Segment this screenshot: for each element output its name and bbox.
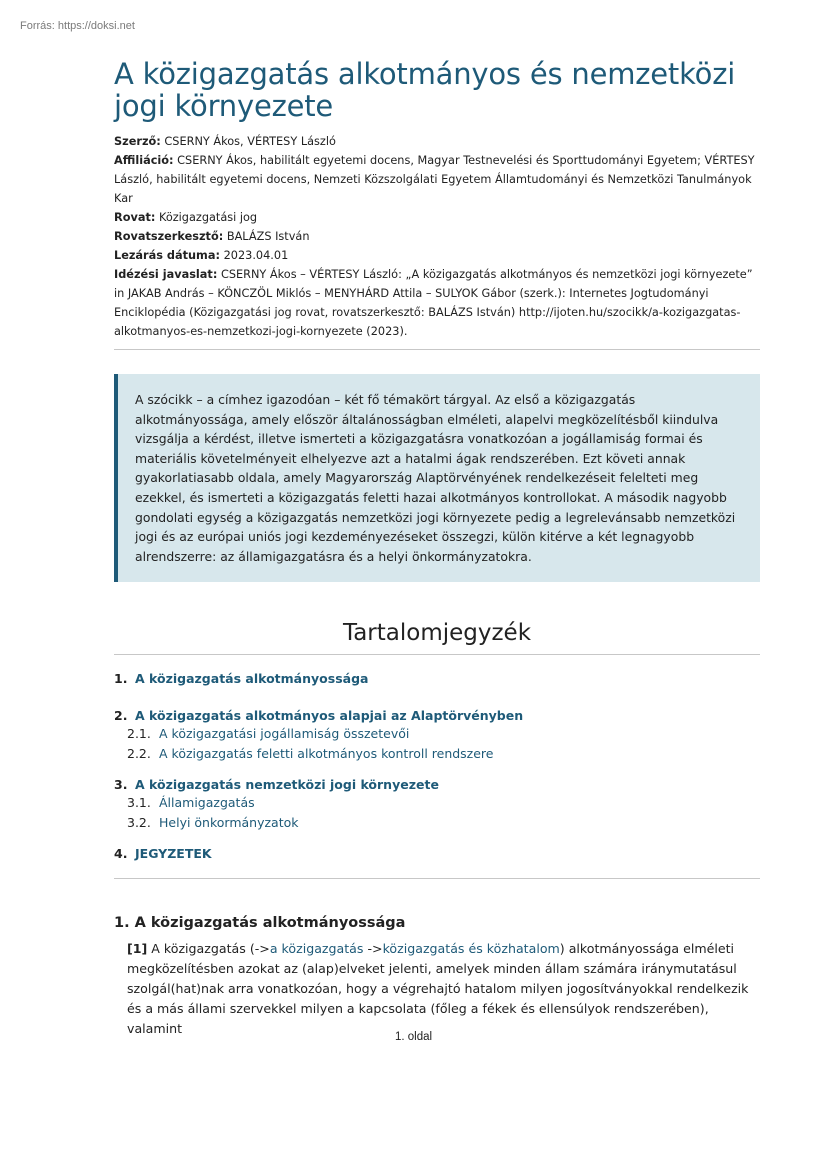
article-metadata: [114, 132, 760, 341]
toc-item-4[interactable]: 4. JEGYZETEK: [114, 846, 212, 862]
link-kozigazgatas-es-kozhatalom[interactable]: közigazgatás és közhatalom: [382, 941, 560, 957]
toc-title: Tartalomjegyzék: [342, 620, 532, 647]
toc-item-1[interactable]: 1. A közigazgatás alkotmányossága: [114, 671, 369, 687]
article-title: A közigazgatás alkotmányos és nemzetközi jogi környezete: [114, 57, 736, 123]
toc-item-2[interactable]: 2. A közigazgatás alkotmányos alapjai az Alaptörvényben: [114, 708, 524, 724]
meta-rovat: Rovat: Közigazgatási jog: [114, 211, 258, 224]
divider: [114, 878, 760, 879]
divider: [114, 349, 760, 350]
abstract-box: A szócikk – a címhez igazodóan – két fő témakört tárgyal. Az első a közigazgatás alkotmányossága, amely először általánosságban elméleti, alapelvi megközelítésből kiindulva vizsgálja a kérdést, illetve ismerteti a közigazgatásra vonatkozóan a jogállamiság formai és materiális követelményeit elhelyezve azt a hatalmi ágak rendszerében. Ezt követi annak gyakorlatiasabb oldala, amely Magyarország Alaptörvényének rendelkezéseit felelteti meg ezekkel, és ismerteti a közigazgatás feletti hazai alkotmányos kontrollokat. A második nagyobb gondolati egység a közigazgatás nemzetközi jogi környezete pedig a legrelevánsabb nemzetközi jogi és az európai uniós jogi kezdeményezéseket összegzi, külön kitérve a két legnagyobb alrendszerre: az államigazgatásra és a helyi önkormányzatokra.: [114, 374, 760, 582]
meta-affiliation: Affiliáció: CSERNY Ákos, habilitált egyetemi docens, Magyar Testnevelési és Sporttudományi Egyetem; VÉRTESY László, habilitált egyetemi docens, Nemzeti Közszolgálati Egyetem Államtudományi és Nemzetközi Tanulmányok Kar: [114, 154, 755, 205]
meta-citation: Idézési javaslat: CSERNY Ákos – VÉRTESY László: „A közigazgatás alkotmányos és nemzetközi jogi környezete” in JAKAB András – KÖNCZÖL Miklós – MENYHÁRD Attila – SULYOK Gábor (szerk.): Internetes Jogtudományi Enciklopédia (Közigazgatási jog rovat, rovatszerkesztő: BALÁZS István) http://ijoten.hu/szocikk/a-kozigazgatas-alkotmanyos-es-nemzetkozi-jogi-kornyezete (2023).: [114, 268, 753, 338]
section-heading: 1. A közigazgatás alkotmányossága: [114, 915, 406, 932]
meta-author: Szerző: CSERNY Ákos, VÉRTESY László: [114, 135, 336, 148]
meta-closing-date: Lezárás dátuma: 2023.04.01: [114, 249, 289, 262]
toc-item-3-2[interactable]: 3.2. Helyi önkormányzatok: [127, 815, 299, 831]
paragraph-number: [1]: [127, 941, 148, 957]
section-paragraph: [1] A közigazgatás (->a közigazgatás ->közigazgatás és közhatalom) alkotmányossága elméleti megközelítésben azokat az (alap)elveket jelenti, amelyek minden állam számára iránymutatásul szolgál(hat)nak arra vonatkozóan, hogy a végrehajtó hatalom milyen jogosítványokkal rendelkezik és a más állami szervekkel milyen a kapcsolata (főleg a fékek és ellensúlyok rendszerében), valamint: [127, 941, 749, 1037]
toc-item-2-2[interactable]: 2.2. A közigazgatás feletti alkotmányos kontroll rendszere: [127, 746, 494, 762]
divider: [114, 654, 760, 655]
source-note: Forrás: https://doksi.net: [20, 20, 135, 32]
toc-item-3-1[interactable]: 3.1. Államigazgatás: [127, 795, 255, 811]
meta-editor: Rovatszerkesztő: BALÁZS István: [114, 230, 310, 243]
toc-item-3[interactable]: 3. A közigazgatás nemzetközi jogi környezete: [114, 777, 439, 793]
table-of-contents: [114, 671, 760, 861]
link-a-kozigazgatas[interactable]: a közigazgatás: [269, 941, 364, 957]
page-number: 1. oldal: [394, 1031, 433, 1043]
article: [114, 58, 760, 1039]
toc-item-2-1[interactable]: 2.1. A közigazgatási jogállamiság összetevői: [127, 726, 410, 742]
